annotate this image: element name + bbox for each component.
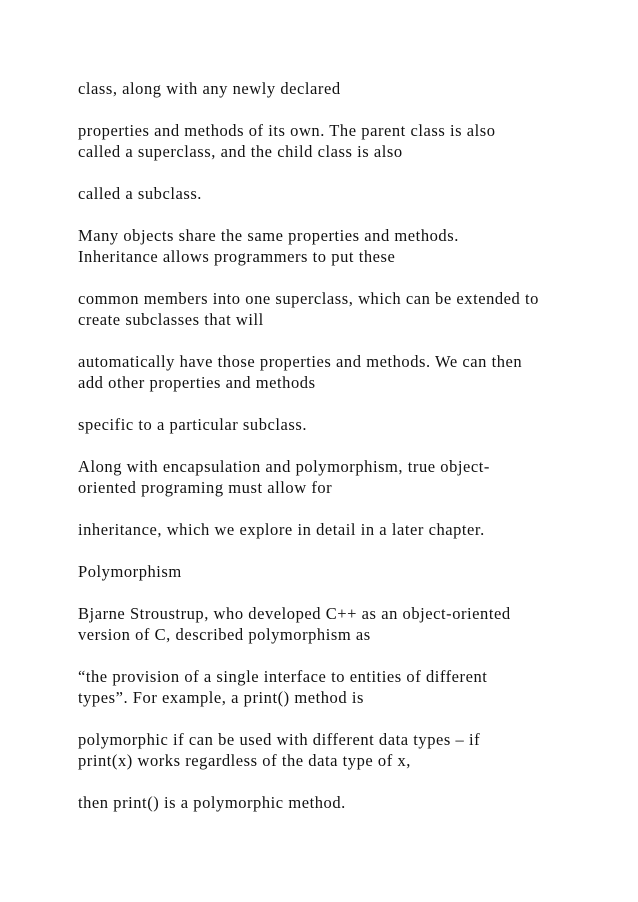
text-line: Many objects share the same properties and methods. <box>78 226 459 245</box>
text-line: inheritance, which we explore in detail in a later chapter. <box>78 520 485 539</box>
paragraph-many-objects <box>78 225 618 267</box>
paragraph-common-members <box>78 288 618 330</box>
text-line: Bjarne Stroustrup, who developed C++ as an object-oriented <box>78 604 511 623</box>
paragraph-inheritance <box>78 519 618 540</box>
text-line: oriented programing must allow for <box>78 478 333 497</box>
paragraph-subclass <box>78 183 618 204</box>
text-line: specific to a particular subclass. <box>78 415 307 434</box>
text-line: properties and methods of its own. The parent class is also <box>78 121 496 140</box>
paragraph-stroustrup <box>78 603 618 645</box>
text-line: add other properties and methods <box>78 373 316 392</box>
text-line: create subclasses that will <box>78 310 264 329</box>
text-line: types”. For example, a print() method is <box>78 688 364 707</box>
text-line: class, along with any newly declared <box>78 79 341 98</box>
text-line: called a subclass. <box>78 184 202 203</box>
text-line: called a superclass, and the child class is also <box>78 142 403 161</box>
paragraph-provision-interface <box>78 666 618 708</box>
text-line: print(x) works regardless of the data type of x, <box>78 751 411 770</box>
text-line: automatically have those properties and methods. We can then <box>78 352 523 371</box>
text-line: polymorphic if can be used with different data types – if <box>78 730 481 749</box>
paragraph-automatically <box>78 351 618 393</box>
paragraph-polymorphic <box>78 729 618 771</box>
text-line: then print() is a polymorphic method. <box>78 793 346 812</box>
text-line: common members into one superclass, which can be extended to <box>78 289 539 308</box>
text-line: Along with encapsulation and polymorphism, true object- <box>78 457 490 476</box>
paragraph-properties-methods <box>78 120 618 162</box>
text-line: version of C, described polymorphism as <box>78 625 371 644</box>
paragraph-encapsulation <box>78 456 618 498</box>
paragraph-polymorphic-method <box>78 792 618 813</box>
paragraph-specific-subclass <box>78 414 618 435</box>
paragraph-class-declared <box>78 78 618 99</box>
text-line: “the provision of a single interface to entities of different <box>78 667 488 686</box>
heading-line: Polymorphism <box>78 562 182 581</box>
section-heading-polymorphism <box>78 561 618 582</box>
text-line: Inheritance allows programmers to put these <box>78 247 396 266</box>
